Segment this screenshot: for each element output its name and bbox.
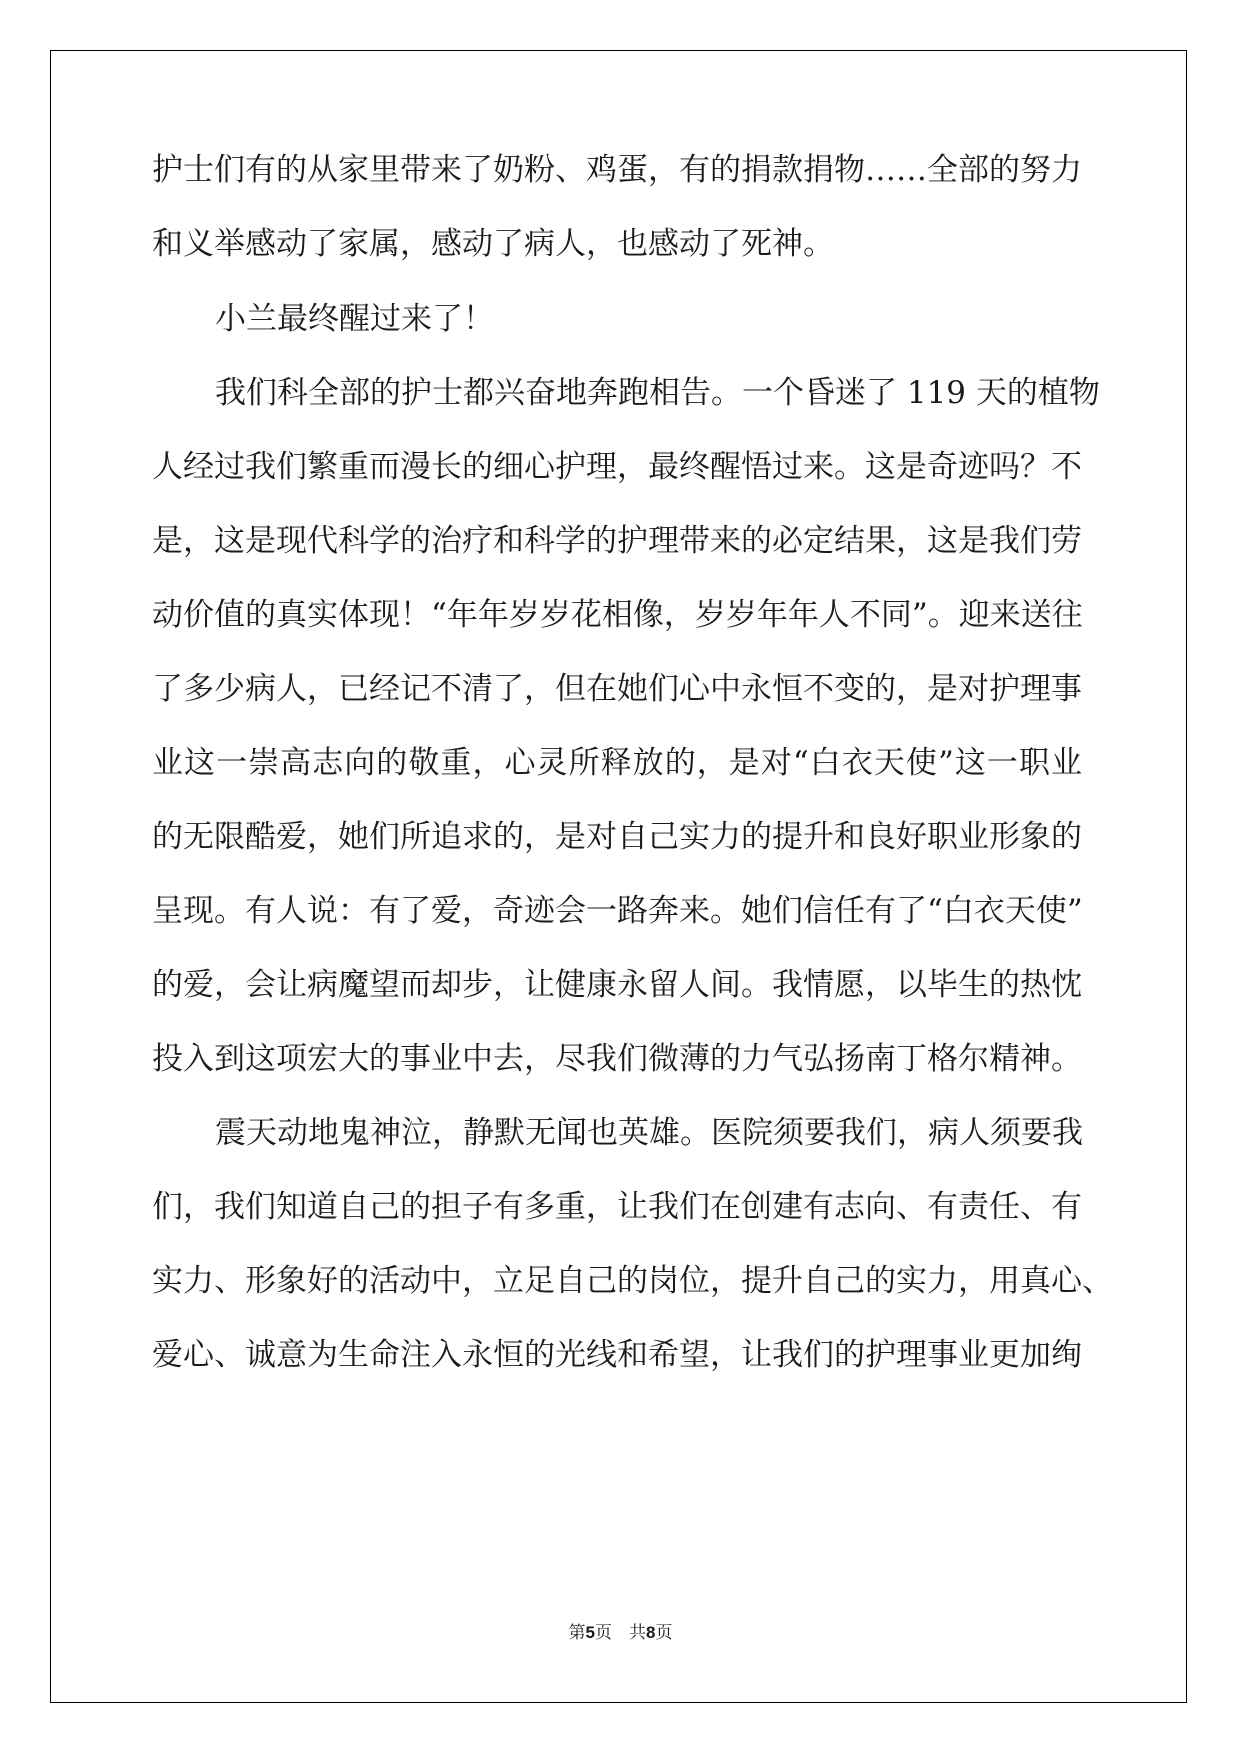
text-line: 爱心、诚意为生命注入永恒的光线和希望，让我们的护理事业更加绚 — [152, 1337, 1082, 1373]
text-line: 了多少病人，已经记不清了，但在她们心中永恒不变的，是对护理事 — [152, 671, 1082, 707]
text-line: 实力、形象好的活动中，立足自己的岗位，提升自己的实力，用真心、 — [152, 1263, 1113, 1299]
current-page-number: 5 — [585, 1623, 595, 1642]
text-line: 是，这是现代科学的治疗和科学的护理带来的必定结果，这是我们劳 — [152, 523, 1082, 559]
footer-prefix: 第 — [568, 1623, 586, 1643]
text-line: 小兰最终醒过来了！ — [215, 301, 494, 337]
page-footer — [0, 1622, 1241, 1644]
text-line: 投入到这项宏大的事业中去，尽我们微薄的力气弘扬南丁格尔精神。 — [152, 1041, 1082, 1077]
total-pages-number: 8 — [646, 1623, 656, 1642]
footer-suffix: 页 — [655, 1623, 673, 1643]
footer-middle: 页 共 — [595, 1623, 646, 1643]
text-line: 震天动地鬼神泣，静默无闻也英雄。医院须要我们，病人须要我 — [215, 1115, 1083, 1151]
text-line: 和义举感动了家属，感动了病人，也感动了死神。 — [152, 226, 834, 262]
text-line: 动价值的真实体现！“年年岁岁花相像，岁岁年年人不同”。迎来送往 — [152, 597, 1083, 633]
text-line: 业这一崇高志向的敬重，心灵所释放的，是对“白衣天使”这一职业 — [152, 745, 1082, 781]
text-line: 护士们有的从家里带来了奶粉、鸡蛋，有的捐款捐物……全部的努力 — [152, 152, 1082, 188]
text-line: 的爱，会让病魔望而却步，让健康永留人间。我情愿，以毕生的热忱 — [152, 967, 1082, 1003]
text-line: 们，我们知道自己的担子有多重，让我们在创建有志向、有责任、有 — [152, 1189, 1082, 1225]
text-line: 人经过我们繁重而漫长的细心护理，最终醒悟过来。这是奇迹吗？不 — [152, 449, 1082, 485]
text-line: 呈现。有人说：有了爱，奇迹会一路奔来。她们信任有了“白衣天使” — [152, 893, 1083, 929]
page-border — [50, 50, 1187, 1703]
text-line: 我们科全部的护士都兴奋地奔跑相告。一个昏迷了 119 天的植物 — [215, 375, 1100, 411]
text-line: 的无限酷爱，她们所追求的，是对自己实力的提升和良好职业形象的 — [152, 819, 1082, 855]
